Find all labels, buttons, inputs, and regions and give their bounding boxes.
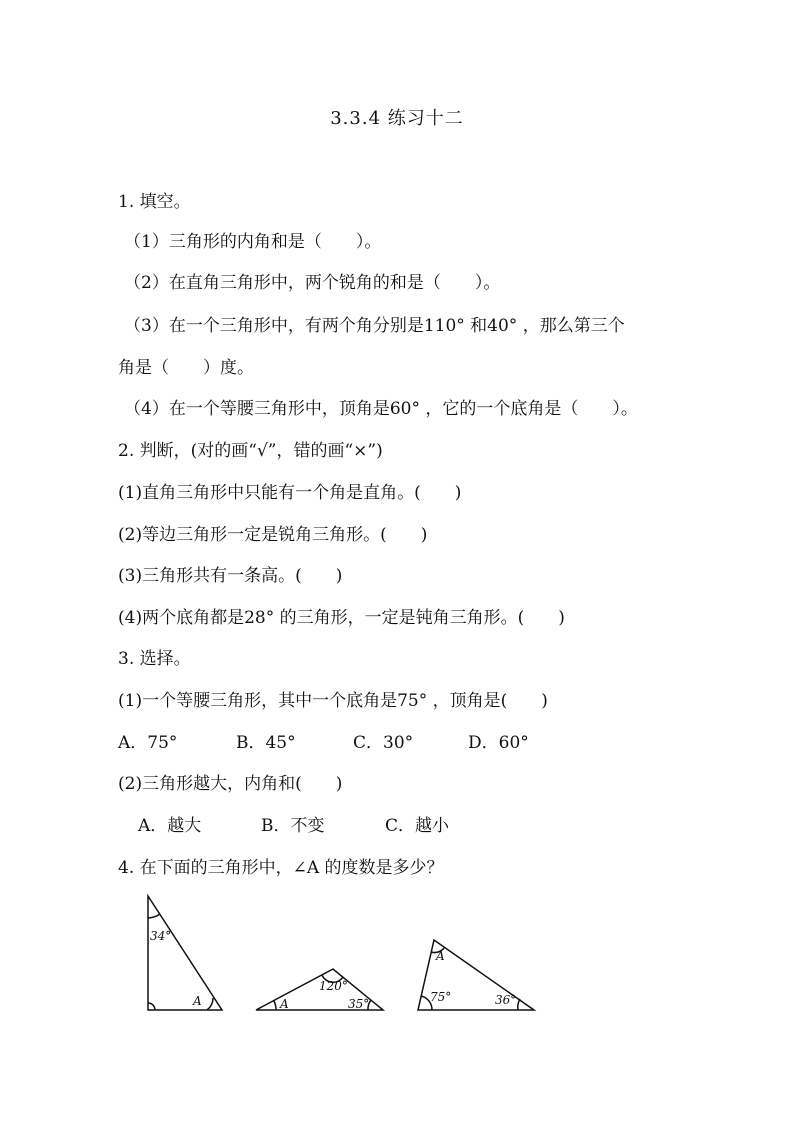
q2-item-4: (4)两个底角都是28° 的三角形，一定是钝角三角形。( )	[118, 608, 565, 628]
q3-heading: 3. 选择。	[118, 649, 191, 669]
q1-heading: 1. 填空。	[118, 192, 191, 212]
q2-item-1: (1)直角三角形中只能有一个角是直角。( )	[118, 483, 462, 503]
q3-sub1-option-c: C．30°	[353, 733, 414, 753]
triangle-1-vertex-label: A	[193, 994, 202, 1008]
q3-sub2-question: (2)三角形越大，内角和( )	[118, 774, 343, 794]
q1-item-3: （3）在一个三角形中，有两个角分别是110° 和40° ，那么第三个	[124, 316, 625, 336]
triangle-1	[148, 896, 222, 1010]
triangle-3-vertex-label: A	[436, 949, 445, 963]
triangle-figures	[0, 890, 794, 1040]
q3-sub1-option-a: A．75°	[118, 733, 178, 753]
q3-sub2-option-c: C．越小	[385, 816, 450, 836]
q1-item-3-cont: 角是（ ）度。	[118, 358, 254, 378]
triangle-2-angle-label: 120°	[319, 979, 348, 993]
q3-sub2-option-a: A．越大	[138, 816, 202, 836]
q3-sub1-question: (1)一个等腰三角形，其中一个底角是75° ，顶角是( )	[118, 691, 548, 711]
q1-item-2: （2）在直角三角形中，两个锐角的和是（ ）。	[124, 273, 501, 293]
triangle-3-angle-label-2: 36°	[495, 993, 517, 1007]
triangle-2-angle-label-2: 35°	[348, 997, 370, 1011]
triangle-3-angle-label: 75°	[430, 990, 452, 1004]
triangle-2-vertex-label: A	[280, 997, 289, 1011]
q2-item-2: (2)等边三角形一定是锐角三角形。( )	[118, 525, 428, 545]
q3-sub1-option-b: B．45°	[236, 733, 296, 753]
q3-sub2-option-b: B．不变	[261, 816, 325, 836]
q4-heading: 4. 在下面的三角形中，∠A 的度数是多少？	[118, 858, 444, 878]
q2-heading: 2. 判断，(对的画“√”，错的画“×”)	[118, 441, 383, 461]
q1-item-1: （1）三角形的内角和是（ ）。	[124, 232, 382, 252]
q1-item-4: （4）在一个等腰三角形中，顶角是60° ，它的一个底角是（ ）。	[124, 399, 638, 419]
q2-item-3: (3)三角形共有一条高。( )	[118, 566, 343, 586]
q3-sub1-option-d: D．60°	[468, 733, 529, 753]
triangle-1-angle-label: 34°	[150, 929, 172, 943]
page-title: 3.3.4 练习十二	[330, 108, 464, 129]
